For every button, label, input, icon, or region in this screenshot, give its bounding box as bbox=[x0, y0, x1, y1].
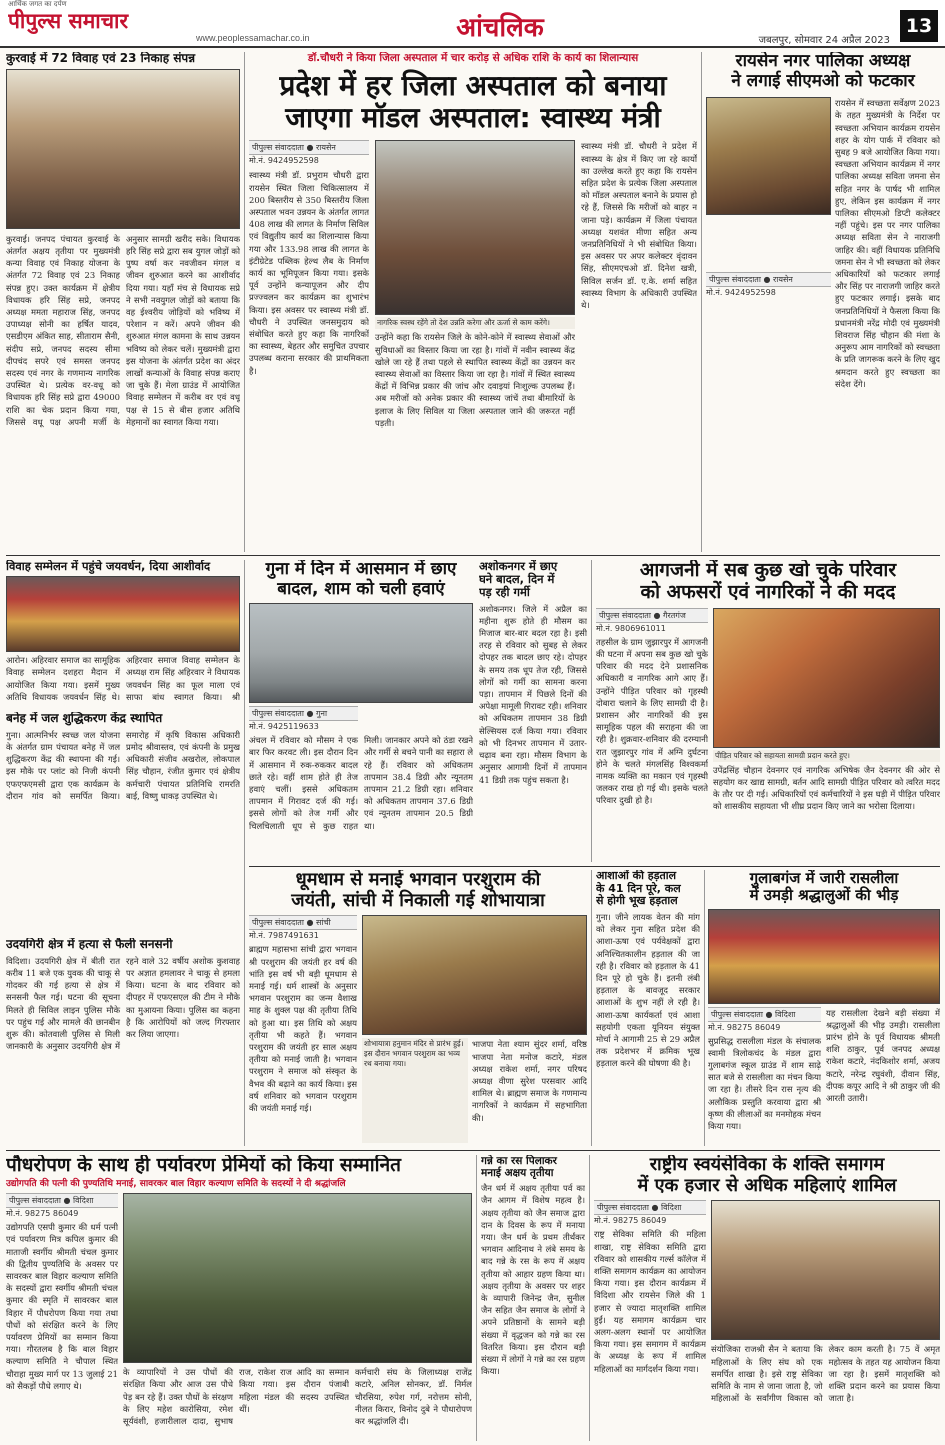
headline: उदयगिरी क्षेत्र में हत्या से फैली सनसनी bbox=[6, 938, 173, 951]
headline-line-1: राष्ट्रीय स्वयंसेविका के शक्ति समागम bbox=[649, 1155, 885, 1175]
photo-mass-wedding bbox=[6, 69, 240, 229]
story-text: अंचल में रविवार को मौसम ने एक बार फिर करवट ली। इस दौरान दिन में आसमान में रुक-रुककर बादल छाते रहे। वहीं शाम होते ही तेज हवाएं चलीं। इससे अधिकतम तापमान में गिरावट दर्ज की गई। इससे लोगों को तेज गर्मी और चिलचिलाती धूप से कुछ राहत मिली। जानकार अपने को ठंडा रखने और गर्मी से बचने पानी का सहारा ले रहे हैं। रविवार को अधिकतम तापमान 38.4 डिग्री और न्यूनतम तापमान 21.2 डिग्री रहा। शनिवार को अधिकतम तापमान 37.6 डिग्री एवं न्यूनतम तापमान 20.5 डिग्री था। bbox=[249, 735, 473, 831]
section-rule bbox=[6, 1150, 940, 1151]
mobile-number: मो.नं. 98275 86049 bbox=[6, 1209, 79, 1219]
headline: पौधरोपण के साथ ही पर्यावरण प्रेमियों को किया सम्मानित bbox=[6, 1155, 401, 1176]
story-sugarcane-juice bbox=[481, 1155, 585, 1441]
byline: पीपुल्स संवाददाता ● रायसेन bbox=[249, 140, 369, 155]
photo-wedding-ceremony bbox=[6, 576, 240, 652]
photo-cleanliness-drive bbox=[706, 97, 831, 215]
story-text: राष्ट्र सेविका समिति की महिला शाखा, राष्ट्र सेविका समिति द्वारा रविवार को शासकीय गर्ल्स कॉलेज में शक्ति समागम कार्यक्रम का आयोजन किया गया। इस दौरान कार्यक्रम में विदिशा और रायसेन जिले की 1 हजार से ज्यादा मातृशक्ति शामिल हुईं। यह समागम कार्यक्रम चार अलग-अलग स्थानों पर आयोजित किया गया। इस समागम में कार्यक्रम के अध्यक्ष के रूप में शामिल महिलाओं का मार्गदर्शन किया गया। bbox=[594, 1229, 706, 1374]
story-text: कुरवाई। जनपद पंचायत कुरवाई के अंतर्गत अक्षय तृतीया पर मुख्यमंत्री कन्या विवाह एवं निकाह योजना के अंतर्गत 72 विवाह एवं 23 निकाह संपन्न हुए। उक्त कार्यक्रम में क्षेत्रीय विधायक हरि सिंह सप्रे, जनपद अध्यक्ष ममता महाराज सिंह, जनपद उपाध्यक्ष सोनी का हर्षित यादव, एसडीएम अंकित साह, सीताराम सैनी, संदीप सप्रे, जनपद सदस्य सीमा दीपचंद सपरे एवं समस्त जनपद सदस्य एवं नगर के गणमान्य नागरिक उपस्थित थे। प्रत्येक वर-वधू को विधायक हरि सिंह सप्रे द्वारा 49000 राशि का चेक प्रदान किया गया, जिससे वधू पक्ष अपनी मर्जी के अनुसार सामग्री खरीद सके। विधायक हरि सिंह सप्रे द्वारा सब युगल जोड़ों को पुष्प वर्षा कर नवजीवन मंगल व जीवन शुरुआत करने का आशीर्वाद दिया गया। यहाँ मंच से विधायक सप्रे ने सभी नवयुगल जोड़ों को बताया कि वह ईश्वरीय जोड़ियों को भविष्य में परेशान न करें। अपने जीवन की शुरुआत मंगल कामना के साथ उन्नयन भविष्य को लेकर चलें। मुख्यमंत्री द्वारा इस योजना के अंतर्गत प्रदेश का अंदर लाखों कन्याओं के विवाह संपन्न कराए जा चुके हैं। मेला ग्राउंड में आयोजित विवाह सम्मेलन में करीब वर एवं वधू पक्ष से 15 से बीस हजार अतिथि मेहमानों का स्वागत किया गया। bbox=[6, 233, 240, 427]
story-text-continued: यह रासलीला देखने बड़ी संख्या में श्रद्धालुओं की भीड़ उमड़ी। रासलीला प्रारंभ होने के पूर्व विधायक श्रीमती शशि ठाकुर, पूर्व जनपद अध्यक्ष राकेश कटारे, नंदकिशोर शर्मा, अजय कटारे, नरेन्द्र रघुवंशी, दीवान सिंह, दीपक कपूर आदि ने श्री ठाकुर जी की आरती उतारी। bbox=[826, 1007, 940, 1103]
headline-line-1: अशोकनगर में छाए bbox=[479, 560, 558, 573]
photo-cloudy-sky bbox=[249, 603, 473, 703]
headline-line-2: में एक हजार से अधिक महिलाएं शामिल bbox=[637, 1174, 897, 1196]
headline-line-2: घने बादल, दिन में bbox=[479, 572, 555, 587]
byline: पीपुल्स संवाददाता ● गुना bbox=[249, 706, 358, 721]
story-text-col3: कर्मचारी संघ के जिलाध्यक्ष राजेंद्र कटारे, अनिल सोनकर, डॉ. निर्मल चौरसिया, रुपेश गर्ग, नरोत्तम सोनी, नीलत किरार, विनोद दुबे ने पौधारोपण कर श्रद्धांजलि दी। bbox=[355, 1367, 472, 1426]
story-text-continued: संयोजिका राजश्री सैन ने बताया कि महिलाओं के लिए संघ को एक समर्पित शाखा है। इसे राष्ट्र सेविका समिति के नाम से जाना जाता है, जो महिलाओं के सर्वांगीण विकास को लेकर काम करती है। 75 वें अमृत महोत्सव के तहत यह आयोजन किया जा रहा है। इसमें मातृशक्ति को शक्ति प्रदान करने का प्रयास किया जाता है। bbox=[711, 1344, 940, 1404]
story-ashoknagar-weather bbox=[479, 560, 587, 862]
photo-caption: नागरिक स्वस्थ रहेंगे तो देश उन्नति करेगा और ऊर्जा से काम करेंगे। bbox=[375, 317, 575, 329]
divider bbox=[704, 870, 705, 1146]
byline: पीपुल्स संवाददाता ● सांची bbox=[249, 915, 357, 930]
headline-line-2: के 41 दिन पूरे, कल bbox=[596, 881, 681, 895]
photo-foundation-stone bbox=[375, 140, 575, 315]
mobile-number: मो.नं. 7987491631 bbox=[249, 931, 319, 941]
photo-relief-material bbox=[713, 608, 940, 748]
headline-line-1: गुना में दिन में आसमान में छाए bbox=[265, 560, 457, 579]
section-title: आंचलिक bbox=[456, 13, 544, 43]
logo-tagline: आर्थिक जगत का दर्पण bbox=[8, 0, 67, 8]
section-rule bbox=[6, 555, 940, 556]
story-text: उद्योगपति एसपी कुमार की धर्म पत्नी एवं पर्यावरण मित्र कपिल कुमार की माताजी स्वर्गीय श्रीमती चंचल कुमार की द्वितीय पुण्यतिथि के अवसर पर सावरकर बाल विहार कल्याण समिति के सदस्यों द्वारा स्वर्गीय श्रीमती चंचल कुमार की स्मृति में सावरकर बाल विहार में पौधरोपण किया गया तथा पौधों को संरक्षित करने के लिए पर्यावरण प्रेमियों का सम्मान किया गया। गौरतलब है कि बाल विहार कल्याण समिति ने चौपाल स्थित चौराहा मुख्य मार्ग पर 13 जुलाई 21 को सैकड़ों पौधे लगाए थे। bbox=[6, 1222, 118, 1391]
headline-line-2: में उमड़ी श्रद्धालुओं की भीड़ bbox=[749, 886, 899, 905]
photo-raslila-stage bbox=[708, 909, 940, 1004]
photo-caption: शोभायात्रा हनुमान मंदिर से प्रारंभ हुई। इस दौरान भगवान परशुराम का भव्य रथ बनाया गया। bbox=[362, 1038, 468, 1143]
headline-line-2: बादल, शाम को चली हवाएं bbox=[277, 578, 445, 599]
story-text-continued: के व्यापारियों ने उस पौधों की संरक्षित किया और आज उस पौधे पेड़ बन रहे हैं। उक्त पौधों के संरक्षण के लिए महेश कारोसिया, रमेश सूर्यवंशी, हजारीलाल दादा, सुभाष राज, राकेश राज आदि का सम्मान किया गया। इस दौरान पंजाबी महिला मंडल की सदस्य उपस्थित थीं। bbox=[123, 1367, 349, 1426]
divider bbox=[591, 870, 592, 1146]
story-text-continued: उपेंद्रसिंह चौहान देवनगर एवं नागरिक अभिषेक जैन देवनगर की ओर से सहयोग कर खाद्य सामग्री, बर्तन आदि सामग्री पीड़ित परिवार को त्वरित मदद के तौर पर दी गई। अधिकारियों एवं कर्मचारियों ने इस घड़ी में पीड़ित परिवार को शासकीय सहायता भी शीघ्र प्रदान किए जाने का भरोसा दिलाया। bbox=[713, 764, 940, 812]
story-text-col3: स्वास्थ्य मंत्री डॉ. चौधरी ने प्रदेश में स्वास्थ्य के क्षेत्र में किए जा रहे कार्यों का उल्लेख करते हुए कहा कि रायसेन सहित प्रदेश के प्रत्येक जिला अस्पताल को मॉडल अस्पताल बनाने के प्रयास हो रहे हैं, जिससे कि मरीजों को बाहर न जाना पड़े। कार्यक्रम में जिला पंचायत अध्यक्ष यशवंत मीणा सहित अन्य जनप्रतिनिधियों ने भी संबोधित किया। इस अवसर पर अपर कलेक्टर वृंदावन सिंह, सीएमएचओ डॉ. दिनेश खत्री, सिविल सर्जन डॉ. ए.के. शर्मा सहित स्वास्थ्य विभाग के अधिकारी उपस्थित थे। bbox=[581, 141, 697, 311]
story-raisen-municipality bbox=[706, 52, 940, 552]
headline-line-3: पड़ रही गर्मी bbox=[479, 585, 530, 600]
divider bbox=[476, 1155, 477, 1441]
headline: बनेह में जल शुद्धिकरण केंद्र स्थापित bbox=[6, 712, 163, 725]
headline-line-1: धूमधाम से मनाई भगवान परशुराम की bbox=[295, 870, 541, 890]
divider bbox=[589, 1155, 590, 1441]
story-kurwai bbox=[6, 52, 240, 552]
byline: पीपुल्स संवाददाता ● विदिशा bbox=[594, 1200, 706, 1215]
mobile-number: मो.नं. 98275 86049 bbox=[594, 1216, 667, 1226]
divider bbox=[244, 560, 245, 1146]
headline-line-1: प्रदेश में हर जिला अस्पताल को बनाया bbox=[279, 69, 667, 103]
story-guna-weather bbox=[249, 560, 473, 862]
story-text: गुना। जीने लायक वेतन की मांग को लेकर गुना सहित प्रदेश की आशा-ऊषा एवं पर्यवेक्षकों द्वारा अनिश्चितकालीन हड़ताल की जा रही है। रविवार को हड़ताल के 41 दिन पूरे हो चुके हैं। इतनी लंबी हड़ताल के बावजूद सरकार आशाओं के शुभ नहीं ले रही है। आशा-ऊषा कार्यकर्ता एवं आशा सहयोगी एकता यूनियन संयुक्त मोर्चा ने आगामी 25 से 29 अप्रैल तक प्रदेशभर में क्रमिक भूख हड़ताल करने की घोषणा की है। bbox=[596, 911, 700, 1069]
story-health-minister bbox=[249, 52, 697, 552]
story-text-continued: भाजपा नेता श्याम सुंदर शर्मा, वरिष्ठ भाजपा नेता मनोज कटारे, मंडल अध्यक्ष राकेश शर्मा, नगर परिषद अध्यक्ष वीणा सुरेश परसवार आदि शामिल थे। ब्राह्मण समाज के गणमान्य नागरिकों ने कार्यक्रम में सहभागिता की। bbox=[472, 1039, 587, 1123]
byline: पीपुल्स संवाददाता ● विदिशा bbox=[6, 1193, 118, 1208]
headline-line-2: मनाई अक्षय तृतीया bbox=[481, 1167, 554, 1180]
byline: पीपुल्स संवाददाता ● रायसेन bbox=[706, 272, 831, 287]
headline-line-3: से होगी भूख हड़ताल bbox=[596, 894, 678, 908]
mobile-number: मो.नं. 9425119633 bbox=[249, 722, 319, 732]
headline-line-1: गन्ने का रस पिलाकर bbox=[481, 1155, 557, 1167]
headline: कुरवाई में 72 विवाह एवं 23 निकाह संपन्न bbox=[6, 52, 196, 65]
story-raslila bbox=[708, 870, 940, 1146]
mobile-number: मो.नं. 9424952598 bbox=[249, 156, 319, 166]
headline-line-1: गुलाबगंज में जारी रासलीला bbox=[749, 870, 899, 887]
kicker: डॉ.चौधरी ने किया जिला अस्पताल में चार करोड़ से अधिक राशि के कार्य का शिलान्यास bbox=[307, 52, 639, 64]
story-asha-strike bbox=[596, 870, 700, 1146]
divider bbox=[244, 52, 245, 552]
story-text: विदिशा। उदयगिरी क्षेत्र में बीती रात करीब 11 बजे एक युवक की चाकू से गोदकर की गई हत्या से क्षेत्र में सनसनी फैल गई। घटना की सूचना मिलते ही सिविल लाइन पुलिस मौके पर पहुंच गई और मामले की छानबीन शुरू की। कोतवाली पुलिस से मिली जानकारी के अनुसार उदयगिरी क्षेत्र में रहने वाले 32 वर्षीय अशोक कुशवाह पर अज्ञात हमलावर ने चाकू से हमला किया। घटना के बाद रविवार को दीपहर में एफएसएल की टीम ने मौके का मुआयना किया। पुलिस का कहना है कि आरोपियों को जल्द गिरफ्तार कर लिया जाएगा। bbox=[6, 955, 240, 1052]
story-jaivardhan bbox=[6, 560, 240, 708]
story-parshuram-jayanti bbox=[249, 870, 587, 1146]
story-text: आरोन। अहिरवार समाज का सामूहिक विवाह सम्मेलन दशहरा मैदान में आयोजित किया गया। इसमें मुख्य अतिथि विधायक जयवर्धन सिंह थे। अहिरवार समाज विवाह सम्मेलन के अध्यक्ष राम सिंह अहिरवार ने विधायक जयवर्धन सिंह का फूल माला एवं साफा बांध स्वागत किया। श्री bbox=[6, 655, 240, 702]
story-text: गुना। आत्मनिर्भर स्वच्छ जल योजना के अंतर्गत ग्राम पंचायत बनेह में जल शुद्धिकरण केंद्र की स्थापना की गई। इस मौके पर प्लांट को निजी कंपनी एफएफएमसी द्वारा एक कार्यक्रम के दौरान गांव को समर्पित किया। समारोह में कृषि विकास अधिकारी प्रमोद श्रीवास्तव, एवं कंपनी के प्रमुख अधिकारी संजीव अखरोल, लोकपाल सिंह चौहान, रंजीत कुमार एवं क्षेत्रीय कर्मचारी पंचायत प्रतिनिधि रामरति बाई, विष्णु धाकड़ उपस्थित थे। bbox=[6, 729, 240, 801]
masthead bbox=[0, 0, 945, 48]
mobile-number: मो.नं. 98275 86049 bbox=[708, 1022, 781, 1032]
headline-line-1: आगजनी में सब कुछ खो चुके परिवार bbox=[639, 560, 897, 581]
mobile-number: मो.नं. 9806961011 bbox=[596, 623, 666, 633]
headline-line-1: रायसेन नगर पालिका अध्यक्ष bbox=[735, 52, 911, 71]
story-text: सुप्रसिद्ध रासलीला मंडल के संचालक स्वामी त्रिलोकचंद के मंडल द्वारा गुलाबगंज स्कूल ग्राउंड में शाम साढ़े सात बजे से रासलीला का मंचन किया जा रहा है। तीसरे दिन रास नृत्य की अलौकिक प्रस्तुति करवाया द्वारा श्री कृष्ण की लीलाओं का मनमोहक मंचन किया गया। bbox=[708, 1035, 821, 1131]
story-text: अशोकनगर। जिले में अप्रैल का महीना शुरू होते ही मौसम का मिजाज बार-बार बदल रहा है। इसी तरह से रविवार को सुबह से लेकर दोपहर तक बादल छाए रहे। दोपहर के समय तक धूप तेज रही, जिससे लोगों को गर्मी का सामना करना पड़ा। तापमान में पिछले दिनों की अपेक्षा मामूली गिरावट रही। शनिवार को अधिकतम तापमान 38 डिग्री सेल्सियस दर्ज किया गया। रविवार को भी दिनभर तापमान में उतार-चढ़ाव बना रहा। मौसम विभाग के अनुसार आगामी दिनों में तापमान 41 डिग्री तक पहुंच सकता है। bbox=[479, 603, 587, 785]
story-text: जैन धर्म में अक्षय तृतीया पर्व का जैन आगम में विशेष महत्व है। अक्षय तृतीया को जैन समाज द्वारा दान के दिवस के रूप में मनाया गया। जैन धर्म के प्रथम तीर्थंकर भगवान आदिनाथ ने लंबे समय के बाद गन्ने के रस के रूप में अक्षय तृतीया को आहार ग्रहण किया था। अक्षय तृतीया के अवसर पर शहर के व्यापारी जिनेन्द्र जैन, सुनील जैन सहित जैन समाज के लोगों ने अपने प्रतिष्ठानों के सामने बड़ी संख्या में वृद्धजन को गन्ने का रस वितरित किया। इस दौरान बड़ी संख्या में लोगों ने गन्ने का रस ग्रहण किया। bbox=[481, 1183, 585, 1377]
story-plantation bbox=[6, 1155, 472, 1441]
photo-procession bbox=[362, 915, 587, 1035]
story-text: ब्राह्मण महासभा सांची द्वारा भगवान श्री परशुराम की जयंती हर वर्ष की भांति इस वर्ष भी बड़ी धूमधाम से मनाई गई। धर्म शास्त्रों के अनुसार भगवान परशुराम का जन्म वैशाख माह के शुक्ल पक्ष की तृतीया तिथि को हुआ था। इस तिथि को अक्षय तृतीया भी कहते हैं। भगवान परशुराम की जयंती हर साल अक्षय तृतीया को मनाई जाती है। भगवान परशुराम ने समाज को संस्कृत के वैभव की बढ़ाने का कार्य किया। इस वर्ष शनिवार को भगवान परशुराम की जयंती मनाई गई। bbox=[249, 944, 357, 1114]
story-text: स्वास्थ्य मंत्री डॉ. प्रभुराम चौधरी द्वारा रायसेन स्थित जिला चिकित्सालय में 200 बिस्तरीय से 350 बिस्तरीय जिला अस्पताल भवन उन्नयन के अंतर्गत लागत 408 लाख की लागत के निर्माण सिविल एवं विद्युतीय कार्य का शिलान्यास किया गया और 133.98 लाख की लागत के इंटीग्रेटेड पब्लिक हेल्थ लैब के निर्माण कार्य का भूमिपूजन किया गया। इसके पूर्व उन्होंने कन्यापूजन और दीप प्रज्ज्वलन कर कार्यक्रम का शुभारंभ किया। इस अवसर पर स्वास्थ्य मंत्री डॉ. चौधरी ने उपस्थित जनसमुदाय को संबोधित करते हुए कहा कि नागरिकों का स्वास्थ्य, बेहतर और समुचित उपचार उपलब्ध कराना सरकार की प्राथमिकता है। bbox=[249, 170, 369, 376]
page-number: 13 bbox=[900, 10, 938, 42]
photo-plantation-group bbox=[123, 1193, 472, 1363]
dateline: जबलपुर, सोमवार 24 अप्रैल 2023 bbox=[758, 35, 890, 46]
byline: पीपुल्स संवाददाता ● गैरतगंज bbox=[596, 608, 708, 623]
story-text: तहसील के ग्राम जुझारपुर में आगजनी की घटना में अपना सब कुछ खो चुके परिवार की मदद देने प्रशासनिक अधिकारी व नागरिक आगे आए हैं। उन्होंने पीड़ित परिवार को गृहस्थी दोबारा चलाने के लिए सामग्री दी है। प्रशासन और नागरिकों की इस सामूहिक पहल की सराहना की जा रही है। शुक्रवार-शनिवार की दरम्यानी रात जुझारपुर गांव में अग्नि दुर्घटना होने के चलते मंगलसिंह विश्वकर्मा नामक व्यक्ति का मकान एवं गृहस्थी जलकर राख हो गई थी। इसके चलते परिवार दुखी हो है। bbox=[596, 636, 708, 806]
story-text-continued: उन्होंने कहा कि रायसेन जिले के कोने-कोने में स्वास्थ्य सेवाओं और सुविधाओं का विस्तार किया जा रहा है। गांवों में नवीन स्वास्थ्य केंद्र खोले जा रहे हैं तथा पहले से स्थापित स्वास्थ्य केंद्रों का उन्नयन कर स्वास्थ्य सेवाओं का विस्तार किया जा रहा है। गांवों में स्थित स्वास्थ्य केंद्रों में विभिन्न प्रकार की जांच और दवाइयां निःशुल्क उपलब्ध हैं। अब मरीजों को अनेक प्रकार की स्वास्थ्य जांचें तथा बीमारियों के इलाज के लिए सिविल या जिला अस्पताल जाने की जरूरत नहीं पड़ती। bbox=[375, 332, 575, 428]
headline-line-2: को अफसरों एवं नागरिकों ने की मदद bbox=[640, 580, 896, 603]
photo-caption: पीड़ित परिवार को सहायता सामग्री प्रदान करते हुए। bbox=[713, 750, 940, 762]
subheadline: उद्योगपति की पत्नी की पुण्यतिथि मनाई, सावरकर बाल विहार कल्याण समिति के सदस्यों ने दी श्रद्धांजलि bbox=[6, 1178, 346, 1189]
byline: पीपुल्स संवाददाता ● विदिशा bbox=[708, 1007, 821, 1022]
divider bbox=[591, 560, 592, 862]
newspaper-logo: पीपुल्स समाचार bbox=[8, 8, 129, 33]
headline-line-2: जयंती, सांची में निकाली गई शोभायात्रा bbox=[291, 889, 545, 911]
headline-line-2: जाएगा मॉडल अस्पताल: स्वास्थ्य मंत्री bbox=[285, 101, 661, 135]
section-rule bbox=[249, 866, 940, 867]
divider bbox=[701, 52, 702, 552]
mobile-number: मो.नं. 9424952598 bbox=[706, 288, 776, 297]
website-url[interactable]: www.peoplessamachar.co.in bbox=[196, 33, 310, 43]
story-udaygiri-murder bbox=[6, 938, 240, 1146]
photo-women-gathering bbox=[711, 1200, 940, 1340]
story-text: रायसेन में स्वच्छता सर्वेक्षण 2023 के तहत मुख्यमंत्री के निर्देश पर स्वच्छता अभियान कार्यक्रम रायसेन शहर के योग पार्क में रविवार को सुबह 9 बजे आयोजित किया गया। स्वच्छता अभियान कार्यक्रम में नगर पालिका अध्यक्ष सविता जमना सेन सहित नगर के पार्षद भी शामिल हुए, लेकिन इस कार्यक्रम में नगर पालिका सीएमओ डिप्टी कलेक्टर नहीं पहुंचे। इस पर नगर पालिका अध्यक्ष सविता सेन ने नाराजगी जाहिर की। वहीं विधायक प्रतिनिधि जमना सेन ने भी स्वच्छता को लेकर अधिकारियों को फटकार लगाई और सिंह पर नाराजगी जाहिर करते हुए फटकार लगाई। इसके बाद जनप्रतिनिधियों ने फैसला किया कि प्रधानमंत्री नरेंद्र मोदी एवं मुख्यमंत्री शिवराज सिंह चौहान की मंशा के अनुरूप आम नागरिकों को स्वच्छता के प्रति जागरूक करने के लिए खुद श्रमदान करते हुए स्वच्छता का संदेश देंगे। bbox=[835, 98, 940, 389]
story-water-plant bbox=[6, 712, 240, 934]
story-fire-relief bbox=[596, 560, 940, 862]
headline: विवाह सम्मेलन में पहुंचे जयवर्धन, दिया आशीर्वाद bbox=[6, 560, 211, 573]
headline-line-2: ने लगाई सीएमओ को फटकार bbox=[731, 70, 915, 91]
story-rashtra-sevika bbox=[594, 1155, 940, 1441]
headline-line-1: आशाओं की हड़ताल bbox=[596, 870, 677, 882]
